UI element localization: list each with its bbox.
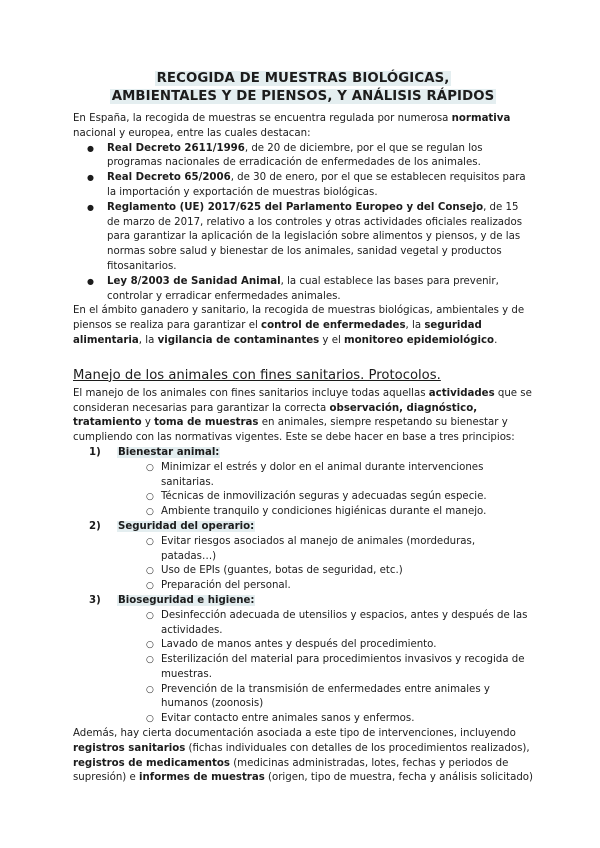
- document-page: [73, 70, 533, 786]
- intro-paragraph: En España, la recogida de muestras se encuentra regulada por numerosa normativa nacional y europea, entre las cuales destacan:: [73, 113, 511, 139]
- principle-item: [91, 594, 533, 727]
- sub-item: ○ Prevención de la transmisión de enfermedades entre animales y humanos (zoonosis): [161, 683, 533, 713]
- principle-title: Seguridad del operario:: [118, 520, 255, 532]
- principle-title: Bienestar animal:: [118, 446, 220, 458]
- sub-item: ○ Desinfección adecuada de utensilios y espacios, antes y después de las actividades.: [161, 609, 533, 639]
- legislation-item: ● Real Decreto 65/2006, de 30 de enero, por el que se establecen requisitos para la importación y exportación de muestras biológicas.: [107, 171, 533, 201]
- principle-item: [91, 446, 533, 520]
- legislation-item: ● Real Decreto 2611/1996, de 20 de diciembre, por el que se regulan los programas nacionales de erradicación de enfermedades de los animales.: [107, 142, 533, 172]
- title-line-1: RECOGIDA DE MUESTRAS BIOLÓGICAS,: [156, 71, 450, 86]
- title-line-2: AMBIENTALES Y DE PIENSOS, Y ANÁLISIS RÁPIDOS: [111, 89, 495, 104]
- legislation-item: ● Ley 8/2003 de Sanidad Animal, la cual establece las bases para prevenir, controlar y erradicar enfermedades animales.: [107, 275, 533, 305]
- legislation-item: ● Reglamento (UE) 2017/625 del Parlamento Europeo y del Consejo, de 15 de marzo de 2017, relativo a los controles y otras actividades oficiales realizados para garantizar la aplicación de la legislación sobre alimentos y piensos, y de las normas sobre salud y bienestar de los animales, sanidad vegetal y productos fitosanitarios.: [107, 201, 533, 275]
- sub-item: ○ Preparación del personal.: [161, 579, 533, 594]
- document-title: [73, 70, 533, 106]
- sub-item: ○ Evitar riesgos asociados al manejo de animales (mordeduras, patadas…): [161, 535, 533, 565]
- principle-sublist: [91, 609, 533, 727]
- section-heading: Manejo de los animales con fines sanitarios. Protocolos.: [73, 367, 441, 383]
- principle-number: 1): [89, 446, 101, 458]
- purpose-paragraph: En el ámbito ganadero y sanitario, la recogida de muestras biológicas, ambientales y de piensos se realiza para garantizar el control de enfermedades, la seguridad alimentaria, la vigilancia de contaminantes y el monitoreo epidemiológico.: [73, 305, 525, 346]
- principle-sublist: [91, 461, 533, 520]
- sub-item: ○ Ambiente tranquilo y condiciones higiénicas durante el manejo.: [161, 505, 533, 520]
- principle-item: [91, 520, 533, 594]
- section-intro-paragraph: El manejo de los animales con fines sanitarios incluye todas aquellas actividades que se consideran necesarias para garantizar la correcta observación, diagnóstico, tratamiento y toma de muestras en animales, siempre respetando su bienestar y cumpliendo con las normativas vigentes. Este se debe hacer en base a tres principios:: [73, 387, 532, 444]
- sub-item: ○ Evitar contacto entre animales sanos y enfermos.: [161, 712, 533, 727]
- principle-number: 3): [89, 594, 101, 606]
- sub-item: ○ Técnicas de inmovilización seguras y adecuadas según especie.: [161, 490, 533, 505]
- principle-title: Bioseguridad e higiene:: [118, 594, 255, 606]
- legislation-list: [73, 142, 533, 305]
- sub-item: ○ Lavado de manos antes y después del procedimiento.: [161, 638, 533, 653]
- documentation-paragraph: Además, hay cierta documentación asociada a este tipo de intervenciones, incluyendo registros sanitarios (fichas individuales con detalles de los procedimientos realizados), registros de medicamentos (medicinas administradas, lotes, fechas y periodos de supresión) e informes de muestras (origen, tipo de muestra, fecha y análisis solicitado): [73, 728, 533, 784]
- principle-number: 2): [89, 520, 101, 532]
- sub-item: ○ Uso de EPIs (guantes, botas de seguridad, etc.): [161, 564, 533, 579]
- sub-item: ○ Minimizar el estrés y dolor en el animal durante intervenciones sanitarias.: [161, 461, 533, 491]
- sub-item: ○ Esterilización del material para procedimientos invasivos y recogida de muestras.: [161, 653, 533, 683]
- principles-list: [73, 446, 533, 727]
- principle-sublist: [91, 535, 533, 594]
